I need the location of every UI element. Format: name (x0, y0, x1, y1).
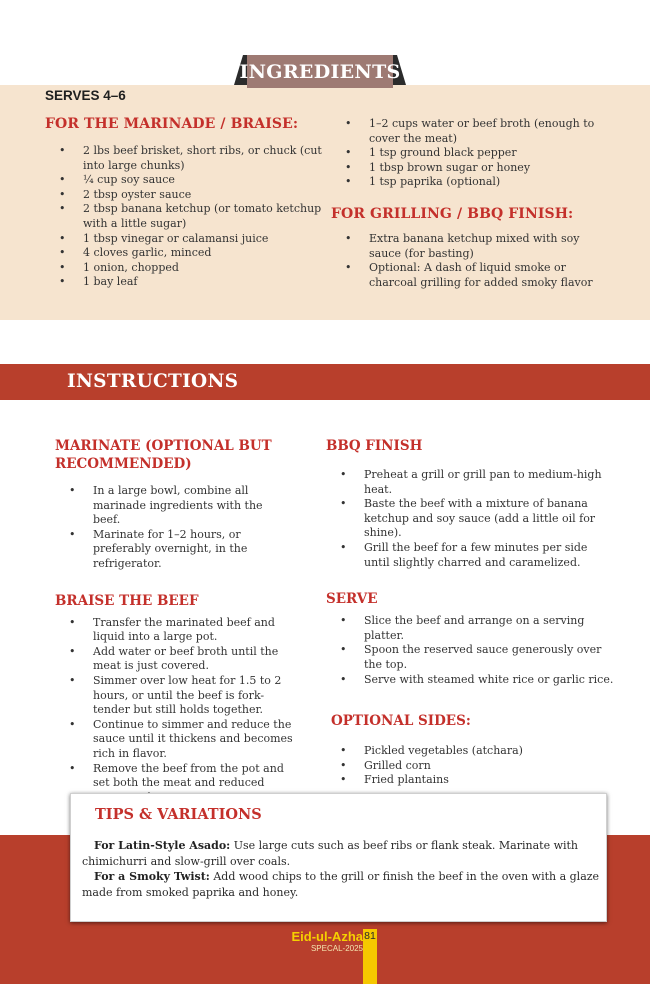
list-item-text: Spoon the reserved sauce generously over the top. (364, 643, 602, 671)
list-item (59, 173, 323, 188)
list-item (340, 672, 614, 688)
list-item (59, 260, 323, 276)
footer-subtitle: SPECAL-2025 (310, 944, 363, 953)
grilling-heading: FOR GRILLING / BBQ FINISH: (331, 205, 574, 222)
instructions-title: INSTRUCTIONS (67, 371, 239, 392)
marinate-list (69, 484, 293, 572)
list-item (345, 117, 614, 146)
list-item (340, 468, 614, 497)
list-item-text: Serve with steamed white rice or garlic rice. (364, 672, 614, 686)
list-item-text: Preheat a grill or grill pan to medium-high heat. (364, 468, 602, 496)
instructions-right-column (326, 437, 626, 788)
serve-heading: SERVE (326, 591, 378, 608)
braise-heading: BRAISE THE BEEF (55, 592, 199, 609)
bullet-icon: • (340, 614, 347, 628)
list-item-text: 1 bay leaf (83, 275, 138, 289)
list-item (345, 160, 614, 176)
bullet-icon: • (345, 231, 352, 245)
list-item-text: Fried plantains (364, 773, 449, 787)
list-item-text: 1 onion, chopped (83, 260, 179, 274)
bullet-icon: • (345, 175, 352, 189)
list-item (69, 484, 293, 528)
list-item-text: 2 tbsp banana ketchup (or tomato ketchup with a little sugar) (83, 202, 322, 230)
list-item (345, 175, 614, 190)
bullet-icon: • (345, 146, 352, 160)
tips-box (70, 793, 607, 922)
page-number: 81 (364, 930, 376, 942)
serve-list (340, 614, 614, 687)
list-item (340, 540, 614, 570)
bullet-icon: • (340, 672, 347, 686)
bbq-heading: BBQ FINISH (326, 438, 423, 454)
list-item-text: 1 tsp paprika (optional) (369, 175, 501, 189)
list-item (69, 673, 293, 718)
bullet-icon: • (69, 615, 76, 629)
bullet-icon: • (345, 261, 352, 275)
list-item-text: 1–2 cups water or beef broth (enough to cover the meat) (369, 117, 595, 145)
grilling-list (345, 231, 614, 290)
bullet-icon: • (69, 673, 76, 687)
tips-smoky-text: Add wood chips to the grill or finish the beef in the oven with a glaze made from smoked paprika and honey. (82, 870, 600, 899)
ingredients-left-column (45, 116, 330, 290)
bullet-icon: • (69, 761, 76, 775)
list-item-text: Remove the beef from the pot and set both the meat and reduced (93, 761, 284, 790)
list-item (59, 246, 323, 261)
tips-latin-text: Use large cuts such as beef ribs or flank steak. Marinate with chimichurri and slow-grill over coals. (82, 839, 579, 868)
bbq-list (340, 468, 614, 570)
bullet-icon: • (340, 643, 347, 657)
marinate-heading: MARINATE (OPTIONAL BUT RECOMMENDED) (55, 438, 272, 472)
bullet-icon: • (59, 144, 66, 157)
list-item (59, 144, 323, 173)
list-item (340, 643, 614, 672)
list-item (340, 758, 614, 774)
marinade-heading: FOR THE MARINADE / BRAISE: (45, 116, 299, 132)
bullet-icon: • (340, 497, 347, 511)
bullet-icon: • (340, 758, 347, 772)
list-item-text: 1 tbsp vinegar or calamansi juice (83, 231, 269, 245)
list-item-text: Marinate for 1–2 hours, or preferably overnight, in the refrigerator. (93, 527, 248, 570)
bullet-icon: • (59, 173, 66, 187)
list-item (59, 187, 323, 203)
tips-text (82, 838, 602, 900)
serves-label: SERVES 4–6 (45, 88, 126, 103)
list-item (340, 744, 614, 759)
list-item (69, 644, 293, 674)
list-item (345, 261, 614, 290)
list-item-text: In a large bowl, combine all marinade ingredients with the beef. (93, 484, 263, 527)
tips-smoky-label: For a Smoky Twist: (94, 870, 210, 883)
list-item-text: Continue to simmer and reduce the sauce until it thickens and becomes rich in flavor. (93, 717, 293, 760)
instructions-left-column (55, 437, 305, 805)
bullet-icon: • (59, 260, 66, 274)
braise-list (69, 615, 293, 806)
footer-title: Eid-ul-Azha (291, 929, 363, 944)
bullet-icon: • (59, 275, 66, 289)
bullet-icon: • (345, 160, 352, 174)
list-item-text: Grill the beef for a few minutes per side until slightly charred and caramelized. (364, 540, 588, 569)
list-item-text: Baste the beef with a mixture of banana ketchup and soy sauce (add a little oil for shine). (364, 497, 596, 540)
bullet-icon: • (59, 202, 66, 216)
list-item-text: 1 tbsp brown sugar or honey (369, 160, 531, 174)
list-item (340, 497, 614, 541)
bullet-icon: • (69, 644, 76, 658)
list-item (59, 231, 323, 247)
list-item-text: Grilled corn (364, 758, 431, 772)
list-item-text: 4 cloves garlic, minced (83, 246, 212, 260)
sides-list (340, 744, 614, 788)
ingredients-title: INGREDIENTS (247, 55, 393, 88)
list-item-text: 2 lbs beef brisket, short ribs, or chuck (cut into large chunks) (83, 144, 322, 172)
bullet-icon: • (59, 187, 66, 201)
ingredients-tab (234, 55, 406, 88)
bullet-icon: • (69, 484, 76, 497)
ingredients-right-column (331, 117, 631, 290)
list-item (69, 717, 293, 762)
list-item (69, 615, 293, 645)
list-item-text: 2 tbsp oyster sauce (83, 187, 192, 201)
list-item-text: Transfer the marinated beef and liquid into a large pot. (93, 615, 275, 644)
sides-heading: OPTIONAL SIDES: (331, 713, 471, 730)
marinade-list (59, 144, 323, 290)
list-item-text: Add water or beef broth until the meat is just covered. (93, 644, 279, 673)
list-item (345, 231, 614, 261)
bullet-icon: • (340, 773, 347, 787)
bullet-icon: • (69, 717, 76, 731)
marinade-list-continued (345, 117, 614, 190)
bullet-icon: • (345, 117, 352, 130)
list-item-text: ¼ cup soy sauce (83, 173, 175, 187)
bullet-icon: • (340, 744, 347, 758)
list-item (59, 202, 323, 231)
list-item-text: Pickled vegetables (atchara) (364, 744, 523, 758)
bullet-icon: • (340, 468, 347, 481)
bullet-icon: • (59, 231, 66, 245)
list-item (59, 275, 323, 290)
list-item (340, 614, 614, 643)
list-item-text: 1 tsp ground black pepper (369, 146, 517, 160)
list-item-text: Slice the beef and arrange on a serving platter. (364, 614, 585, 642)
bullet-icon: • (59, 246, 66, 260)
list-item (340, 773, 614, 788)
bullet-icon: • (69, 527, 76, 541)
list-item-text: Simmer over low heat for 1.5 to 2 hours, or until the beef is fork-tender but still holds together. (93, 673, 282, 717)
list-item-text: Optional: A dash of liquid smoke or charcoal grilling for added smoky flavor (369, 261, 593, 289)
bullet-icon: • (340, 540, 347, 554)
list-item (69, 527, 293, 572)
tips-latin-label: For Latin-Style Asado: (94, 839, 231, 852)
tips-title: TIPS & VARIATIONS (95, 806, 262, 823)
list-item-text: Extra banana ketchup mixed with soy sauce (for basting) (369, 231, 580, 260)
list-item (345, 146, 614, 161)
